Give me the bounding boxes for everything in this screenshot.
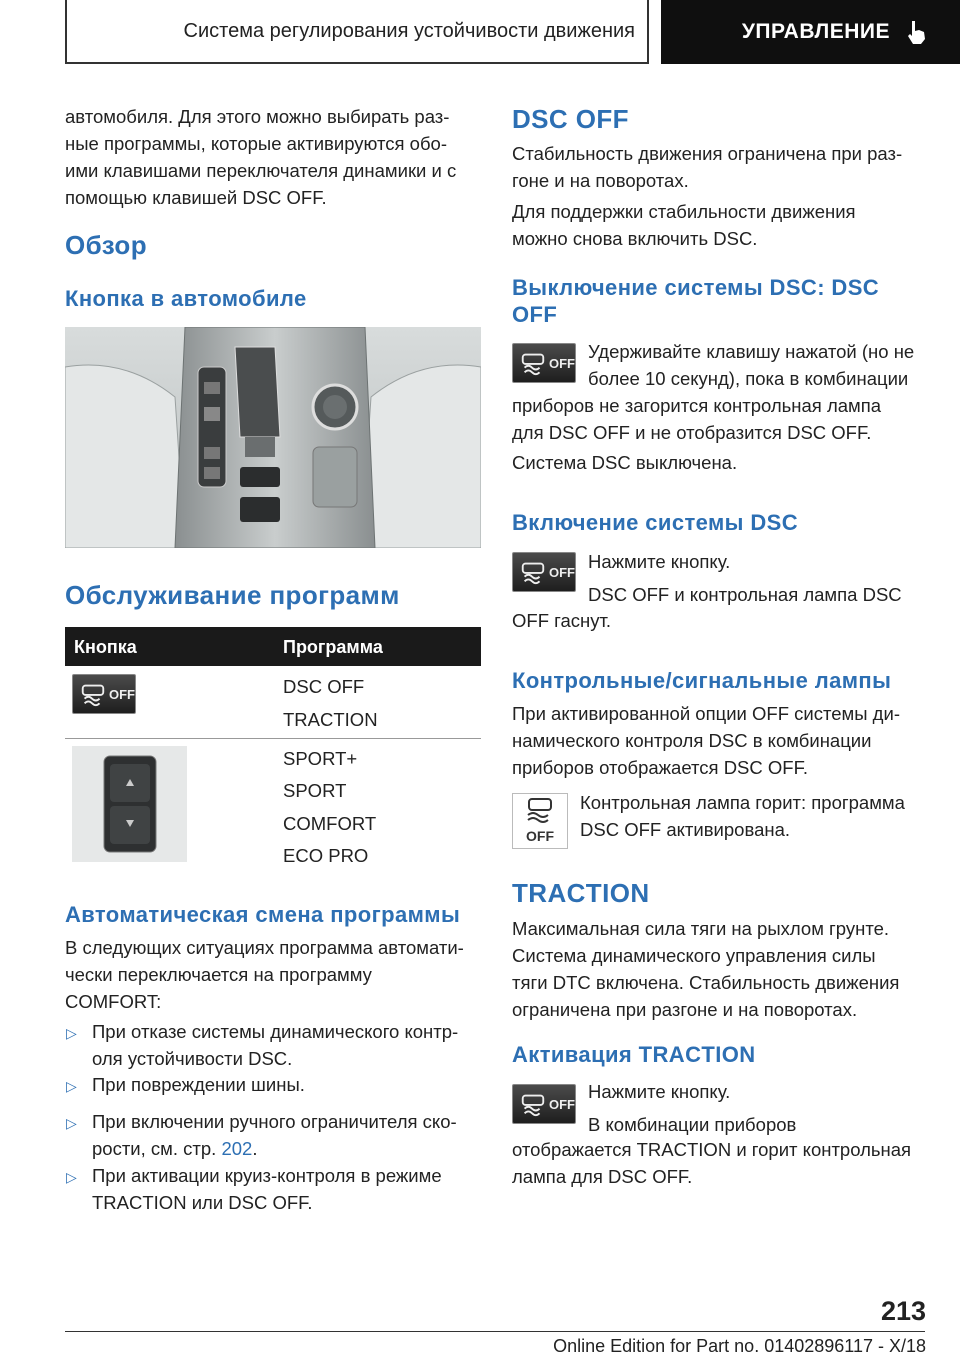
text-line: Стабильность движения ограничена при раз- <box>512 143 903 164</box>
dsc-off-button-image <box>512 552 576 592</box>
off-label: OFF <box>549 1096 575 1112</box>
dsc-off-paragraph <box>512 140 902 194</box>
table-header <box>65 627 481 666</box>
text-line: Для поддержки стабильности движения <box>512 201 856 222</box>
on-instructions <box>588 548 902 608</box>
text-line: OFF гаснут. <box>512 610 612 631</box>
heading-line: OFF <box>512 302 558 327</box>
bullet-line: При включении ручного ограничителя ско- <box>92 1111 457 1132</box>
table-row-divider <box>65 738 481 739</box>
off-label: OFF <box>549 355 575 371</box>
off-instructions <box>588 338 914 392</box>
off-result <box>512 449 737 476</box>
car-skid-icon <box>519 1091 547 1117</box>
text-line: Максимальная сила тяги на рыхлом грунте. <box>512 918 890 939</box>
car-skid-icon <box>79 681 107 707</box>
text-line: приборов отображается DSC OFF. <box>512 757 808 778</box>
table-cell-program: COMFORT <box>283 813 377 834</box>
text-line: Нажмите кнопку. <box>588 1081 731 1102</box>
dsc-support-paragraph <box>512 198 856 252</box>
table-cell-program: ECO PRO <box>283 845 369 866</box>
bullet-item <box>92 1071 305 1098</box>
auto-line: COMFORT: <box>65 991 162 1012</box>
text-line: более 10 секунд), пока в комбинации <box>588 368 909 389</box>
text-line: При активированной опции OFF системы ди- <box>512 703 900 724</box>
on-instructions-cont <box>512 607 611 634</box>
heading-overview: Обзор <box>65 230 147 260</box>
bullet-line-text: рости, см. стр. <box>92 1138 222 1159</box>
heading-dsc-disable <box>512 274 879 328</box>
bullet-line: При активации круиз-контроля в режиме <box>92 1165 442 1186</box>
text-line: Нажмите кнопку. <box>588 551 731 572</box>
bullet-line: При повреждении шины. <box>92 1074 305 1095</box>
off-label: OFF <box>109 686 135 702</box>
table-cell-program: DSC OFF <box>283 676 365 697</box>
text-line: лампа для DSC OFF. <box>512 1166 693 1187</box>
auto-line: В следующих ситуациях программа автомати- <box>65 937 464 958</box>
text-line: Система DSC выключена. <box>512 452 738 473</box>
auto-paragraph <box>65 934 464 1015</box>
table-cell-program: SPORT <box>283 780 347 801</box>
text-line: тяги DTC включена. Стабильность движения <box>512 972 900 993</box>
traction-paragraph <box>512 915 899 1023</box>
page-ref-link[interactable]: 202 <box>221 1138 253 1159</box>
heading-lamps: Контрольные/сигнальные лампы <box>512 668 892 693</box>
intro-line: автомобиля. Для этого можно выбирать раз- <box>65 106 450 127</box>
heading-dsc-enable: Включение системы DSC <box>512 510 798 535</box>
car-skid-icon <box>519 559 547 585</box>
header-section-title: Система регулирования устойчивости движения <box>183 19 635 42</box>
bullet-triangle-icon: ▷ <box>66 1078 77 1094</box>
bullet-line <box>92 1135 457 1162</box>
text-line: для DSC OFF и не отобразится DSC OFF. <box>512 422 872 443</box>
act-instructions <box>588 1078 796 1138</box>
footer-edition: Online Edition for Part no. 01402896117 - X/18 <box>553 1336 926 1356</box>
heading-dsc-off: DSC OFF <box>512 104 629 134</box>
text-line: В комбинации приборов <box>588 1114 797 1135</box>
bullet-item <box>92 1018 458 1072</box>
text-line: Система динамического управления силы <box>512 945 876 966</box>
heading-programs: Обслуживание программ <box>65 580 400 610</box>
bullet-item <box>92 1162 442 1216</box>
table-header-program: Программа <box>283 637 383 657</box>
header-chapter-box <box>661 0 960 64</box>
bullet-line: TRACTION или DSC OFF. <box>92 1192 313 1213</box>
driving-experience-switch-image <box>72 746 187 862</box>
intro-line: ные программы, которые активируются обо- <box>65 133 447 154</box>
header-chapter: УПРАВЛЕНИЕ <box>741 20 890 43</box>
bullet-triangle-icon: ▷ <box>66 1025 77 1041</box>
dsc-off-button-image <box>512 1084 576 1124</box>
bullet-line-suffix: . <box>252 1138 258 1159</box>
bullet-line: При отказе системы динамического контр- <box>92 1021 459 1042</box>
table-cell-program: TRACTION <box>283 709 378 730</box>
lamp-note <box>580 789 905 843</box>
heading-auto-change: Автоматическая смена программы <box>65 902 461 927</box>
text-line: гоне и на поворотах. <box>512 170 689 191</box>
lamp-off-label: OFF <box>526 828 554 844</box>
heading-traction-activate: Активация TRACTION <box>512 1042 756 1067</box>
intro-line: помощью клавишей DSC OFF. <box>65 187 327 208</box>
footer-divider <box>65 1331 925 1332</box>
heading-button-in-car: Кнопка в автомобиле <box>65 286 307 311</box>
intro-line: ими клавишами переключателя динамики и с <box>65 160 457 181</box>
text-line: ограничена при разгоне и на поворотах. <box>512 999 858 1020</box>
car-skid-icon <box>519 350 547 376</box>
table-cell-program: SPORT+ <box>283 748 358 769</box>
bullet-item <box>92 1108 457 1162</box>
console-photo <box>65 327 481 548</box>
text-line: Удерживайте клавишу нажатой (но не <box>588 341 915 362</box>
text-line: можно снова включить DSC. <box>512 228 758 249</box>
header-section-title-box <box>65 0 649 64</box>
bullet-triangle-icon: ▷ <box>66 1169 77 1185</box>
intro-paragraph <box>65 103 456 211</box>
hand-pointer-icon <box>906 19 928 45</box>
lamps-paragraph <box>512 700 900 781</box>
heading-traction: TRACTION <box>512 878 650 908</box>
bullet-triangle-icon: ▷ <box>66 1115 77 1131</box>
text-line: DSC OFF и контрольная лампа DSC <box>588 584 902 605</box>
dsc-off-lamp-icon <box>512 793 568 849</box>
text-line: отображается TRACTION и горит контрольная <box>512 1139 912 1160</box>
off-label: OFF <box>549 564 575 580</box>
bullet-line: оля устойчивости DSC. <box>92 1048 293 1069</box>
heading-line: Выключение системы DSC: DSC <box>512 275 880 300</box>
text-line: намического контроля DSC в комбинации <box>512 730 872 751</box>
dsc-off-button-image <box>512 343 576 383</box>
act-instructions-cont <box>512 1136 911 1190</box>
text-line: приборов не загорится контрольная лампа <box>512 395 882 416</box>
page-number: 213 <box>880 1296 926 1326</box>
text-line: DSC OFF активирована. <box>580 819 791 840</box>
dsc-off-button-image <box>72 674 136 714</box>
off-instructions-cont <box>512 392 881 446</box>
table-header-button: Кнопка <box>74 637 137 657</box>
text-line: Контрольная лампа горит: программа <box>580 792 905 813</box>
auto-line: чески переключается на программу <box>65 964 372 985</box>
